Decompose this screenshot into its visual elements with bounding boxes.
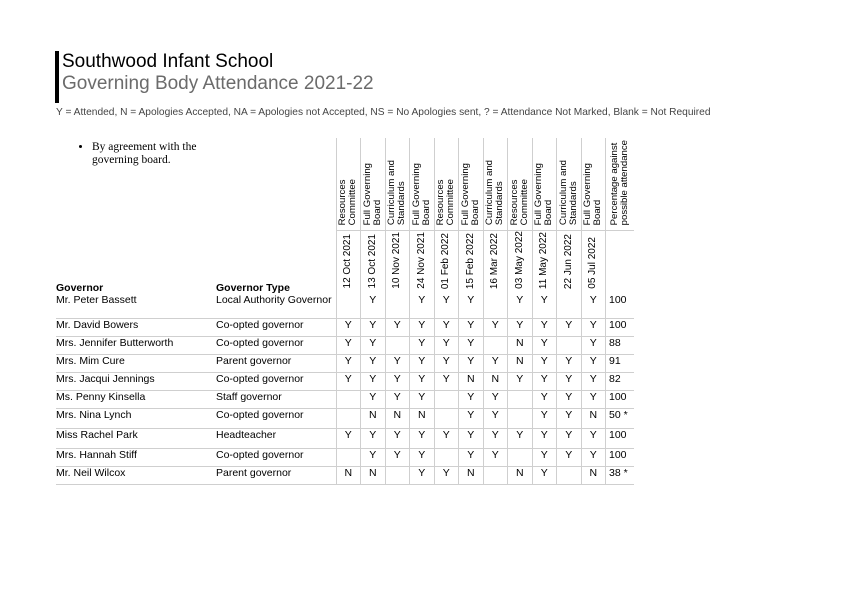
attendance-cell: Y [434,466,459,484]
attendance-cell: N [361,466,386,484]
attendance-percentage: 50 * [606,408,634,428]
meeting-date-label: 22 Jun 2022 [562,233,574,289]
percentage-header-spacer [606,231,634,294]
meeting-name-label: Full Governing Board [361,162,383,225]
attendance-cell: Y [581,428,606,448]
attendance-cell: Y [361,372,386,390]
meeting-date-label: 12 Oct 2021 [342,234,354,289]
attendance-percentage: 100 [606,428,634,448]
percentage-header-label: Percentage against possible attendance [608,139,630,225]
attendance-cell: Y [385,448,410,466]
meeting-date-label: 16 Mar 2022 [489,232,501,289]
attendance-cell: Y [557,318,582,336]
attendance-cell: Y [361,318,386,336]
governor-name: Ms. Penny Kinsella [56,390,216,408]
date-header-row [56,231,634,294]
meeting-date-header [459,231,484,294]
attendance-cell: Y [361,428,386,448]
percentage-header [606,138,634,231]
attendance-cell: N [581,466,606,484]
attendance-cell: Y [532,448,557,466]
attendance-body [56,294,634,485]
meeting-name-label: Curriculum and Standards [557,159,579,225]
attendance-cell [483,466,508,484]
attendance-percentage: 91 [606,354,634,372]
attendance-cell: N [508,466,533,484]
governor-name: Miss Rachel Park [56,428,216,448]
attendance-cell [336,448,361,466]
meeting-date-header [361,231,386,294]
attendance-percentage: 100 [606,294,634,319]
attendance-cell: N [459,372,484,390]
attendance-cell: N [483,372,508,390]
attendance-cell [434,408,459,428]
attendance-cell: Y [557,354,582,372]
attendance-cell: Y [532,336,557,354]
meeting-date-header [532,231,557,294]
governor-name: Mrs. Mim Cure [56,354,216,372]
governor-row [56,336,634,354]
governor-type: Parent governor [216,354,336,372]
attendance-cell: Y [459,336,484,354]
meeting-date-header [508,231,533,294]
attendance-cell: Y [483,448,508,466]
governor-type: Co-opted governor [216,408,336,428]
attendance-cell: Y [581,354,606,372]
attendance-cell: Y [557,390,582,408]
meeting-date-label: 13 Oct 2021 [366,234,378,289]
attendance-cell: Y [385,428,410,448]
page-subtitle: Governing Body Attendance 2021-22 [62,73,374,94]
attendance-cell: Y [532,318,557,336]
governor-row [56,354,634,372]
attendance-cell: Y [410,318,435,336]
attendance-cell: Y [410,466,435,484]
meeting-name-header [385,138,410,231]
attendance-cell [508,448,533,466]
attendance-cell: Y [361,448,386,466]
attendance-cell: N [459,466,484,484]
attendance-cell: Y [483,390,508,408]
attendance-cell: Y [459,448,484,466]
attendance-cell: Y [434,336,459,354]
attendance-percentage: 100 [606,318,634,336]
attendance-cell: Y [483,318,508,336]
meeting-date-header [434,231,459,294]
meeting-name-label: Full Governing Board [410,162,432,225]
attendance-cell: Y [434,318,459,336]
attendance-cell: Y [336,318,361,336]
attendance-percentage: 38 * [606,466,634,484]
attendance-cell: Y [483,354,508,372]
meeting-date-header [410,231,435,294]
governor-row [56,294,634,319]
attendance-cell [508,408,533,428]
attendance-cell: Y [385,390,410,408]
attendance-cell: Y [410,336,435,354]
attendance-cell: Y [459,318,484,336]
attendance-cell: N [385,408,410,428]
attendance-cell: Y [336,428,361,448]
attendance-cell: Y [361,336,386,354]
governor-type: Local Authority Governor [216,294,336,319]
attendance-cell: Y [385,372,410,390]
governor-type: Parent governor [216,466,336,484]
attendance-cell: N [581,408,606,428]
attendance-cell: Y [459,390,484,408]
governor-type: Co-opted governor [216,372,336,390]
attendance-cell [385,466,410,484]
meeting-name-header [581,138,606,231]
meeting-name-header [459,138,484,231]
governor-row [56,448,634,466]
governor-type: Co-opted governor [216,318,336,336]
attendance-cell: Y [434,372,459,390]
meeting-date-header [483,231,508,294]
attendance-cell: Y [532,408,557,428]
attendance-cell: Y [532,294,557,319]
attendance-cell: Y [410,428,435,448]
attendance-cell: Y [361,390,386,408]
attendance-cell: Y [557,408,582,428]
meeting-date-label: 15 Feb 2022 [464,232,476,289]
attendance-cell: Y [385,354,410,372]
attendance-cell: Y [581,318,606,336]
attendance-cell: Y [385,318,410,336]
meeting-date-header [385,231,410,294]
governor-row [56,408,634,428]
governor-row [56,466,634,484]
attendance-cell: Y [336,336,361,354]
attendance-cell: Y [434,354,459,372]
governor-type-header: Governor Type [216,281,290,294]
title-block [55,51,374,103]
governor-type: Staff governor [216,390,336,408]
attendance-cell: Y [581,336,606,354]
meeting-name-header [361,138,386,231]
attendance-percentage: 100 [606,390,634,408]
meeting-name-label: Resources Committee [508,178,530,225]
attendance-cell [483,336,508,354]
meeting-name-header [410,138,435,231]
attendance-cell [557,466,582,484]
attendance-cell: N [336,466,361,484]
meeting-name-header [557,138,582,231]
attendance-cell: Y [361,294,386,319]
attendance-cell: Y [532,428,557,448]
attendance-cell: Y [532,390,557,408]
attendance-cell: Y [483,408,508,428]
governor-name: Mrs. Jennifer Butterworth [56,336,216,354]
attendance-cell: N [410,408,435,428]
meeting-name-label: Curriculum and Standards [484,159,506,225]
attendance-cell: Y [410,354,435,372]
meeting-name-header [508,138,533,231]
attendance-cell: Y [557,428,582,448]
attendance-cell: Y [581,372,606,390]
attendance-cell: Y [434,428,459,448]
attendance-cell: Y [581,448,606,466]
governor-row [56,390,634,408]
meeting-date-label: 11 May 2022 [538,231,550,289]
governor-row [56,318,634,336]
attendance-table [56,138,634,485]
attendance-cell [385,336,410,354]
governor-name: Mr. Neil Wilcox [56,466,216,484]
meeting-date-label: 24 Nov 2021 [415,232,427,289]
governor-name: Mr. David Bowers [56,318,216,336]
meeting-date-label: 10 Nov 2021 [391,232,403,289]
attendance-cell: Y [459,354,484,372]
governor-type: Co-opted governor [216,448,336,466]
attendance-cell: Y [581,390,606,408]
governor-name: Mrs. Nina Lynch [56,408,216,428]
attendance-cell: Y [532,466,557,484]
attendance-cell [385,294,410,319]
attendance-cell: Y [483,428,508,448]
meeting-date-header [557,231,582,294]
attendance-cell: Y [459,428,484,448]
attendance-cell [336,390,361,408]
meeting-name-label: Full Governing Board [459,162,481,225]
attendance-cell: Y [532,354,557,372]
footnote-item: • By agreement with the governing board. [92,141,226,167]
meeting-date-header [336,231,361,294]
meeting-name-header [532,138,557,231]
attendance-cell: N [361,408,386,428]
attendance-cell: Y [508,318,533,336]
attendance-cell: Y [508,428,533,448]
attendance-cell [434,448,459,466]
governor-name: Mrs. Hannah Stiff [56,448,216,466]
footnote [76,141,226,167]
meeting-name-label: Resources Committee [337,178,359,225]
governor-type: Headteacher [216,428,336,448]
attendance-cell: Y [410,372,435,390]
attendance-cell: Y [508,294,533,319]
meeting-name-label: Resources Committee [435,178,457,225]
meeting-date-header [581,231,606,294]
attendance-cell: Y [557,372,582,390]
governor-row [56,428,634,448]
attendance-cell [508,390,533,408]
attendance-cell [557,294,582,319]
attendance-key: Y = Attended, N = Apologies Accepted, NA = Apologies not Accepted, NS = No Apologies sent, ? = Attendance Not Marked, Blank = Not Required [56,107,711,118]
governor-name: Mrs. Jacqui Jennings [56,372,216,390]
governor-type: Co-opted governor [216,336,336,354]
attendance-cell: Y [434,294,459,319]
page-title: Southwood Infant School [62,51,274,72]
meeting-name-header [336,138,361,231]
governor-name: Mr. Peter Bassett [56,294,216,319]
attendance-cell: Y [459,294,484,319]
meeting-name-label: Full Governing Board [533,162,555,225]
attendance-percentage: 88 [606,336,634,354]
attendance-cell [557,336,582,354]
meeting-name-header [483,138,508,231]
attendance-cell [336,294,361,319]
attendance-cell: N [508,336,533,354]
attendance-cell: Y [336,354,361,372]
attendance-cell: Y [459,408,484,428]
attendance-cell: Y [532,372,557,390]
meeting-date-label: 05 Jul 2022 [587,237,599,289]
attendance-cell: Y [336,372,361,390]
meeting-name-label: Curriculum and Standards [386,159,408,225]
attendance-percentage: 82 [606,372,634,390]
attendance-cell: Y [410,448,435,466]
attendance-cell: Y [361,354,386,372]
governor-row [56,372,634,390]
meeting-name-label: Full Governing Board [582,162,604,225]
attendance-cell [483,294,508,319]
attendance-cell [434,390,459,408]
meeting-date-label: 01 Feb 2022 [440,232,452,289]
meeting-date-label: 03 May 2022 [513,231,525,289]
attendance-cell: Y [581,294,606,319]
governor-header: Governor [56,281,104,294]
attendance-cell: Y [410,390,435,408]
attendance-percentage: 100 [606,448,634,466]
attendance-cell [336,408,361,428]
attendance-cell: Y [508,372,533,390]
attendance-cell: Y [557,448,582,466]
meeting-name-header [434,138,459,231]
attendance-cell: Y [410,294,435,319]
attendance-cell: N [508,354,533,372]
